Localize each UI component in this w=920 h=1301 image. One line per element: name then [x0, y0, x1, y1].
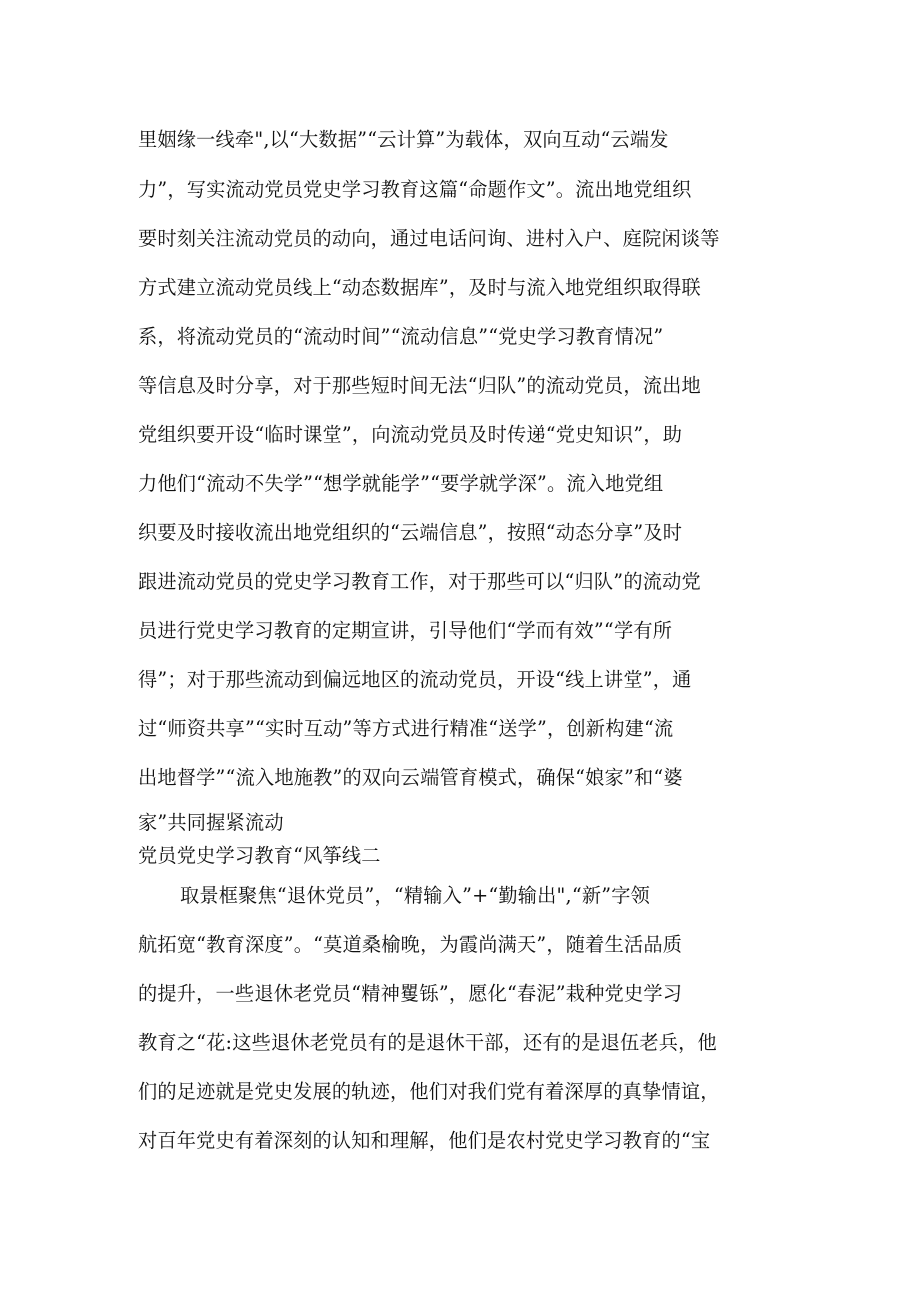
text-line: 里姻缘一线牵",以“大数据”“云计算”为载体，双向互动“云端发 [138, 128, 669, 151]
text-line: 对百年党史有着深刻的认知和理解，他们是农村党史学习教育的“宝 [138, 1129, 711, 1152]
text-line: 力”，写实流动党员党史学习教育这篇“命题作文”。流出地党组织 [138, 178, 692, 201]
text-line: 跟进流动党员的党史学习教育工作，对于那些可以“归队”的流动党 [138, 570, 701, 593]
section-heading: 党员党史学习教育“风筝线二 [138, 844, 381, 867]
text-line: 员进行党史学习教育的定期宣讲，引导他们“学而有效”“学有所 [138, 619, 673, 642]
text-line: 教育之“花:这些退休老党员有的是退休干部，还有的是退伍老兵，他 [138, 1031, 717, 1054]
text-line: 党组织要开设“临时课堂”，向流动党员及时传递“党史知识”，助 [138, 423, 683, 446]
text-line: 的提升，一些退休老党员“精神矍铄”，愿化“春泥”栽种党史学习 [138, 982, 683, 1005]
paragraph-first-line: 取景框聚焦“退休党员”，“精输入”+“勤输出",“新”字领 [180, 884, 651, 907]
text-line: 方式建立流动党员线上“动态数据库”，及时与流入地党组织取得联 [138, 276, 701, 299]
text-line: 们的足迹就是党史发展的轨迹，他们对我们党有着深厚的真挚情谊， [138, 1080, 720, 1103]
text-line: 家”共同握紧流动 [138, 811, 284, 834]
text-line: 得”；对于那些流动到偏远地区的流动党员，开设“线上讲堂”，通 [138, 668, 692, 691]
text-line: 力他们“流动不失学”“想学就能学”“要学就学深”。流入地党组 [138, 472, 664, 495]
text-line: 等信息及时分享，对于那些短时间无法“归队”的流动党员，流出地 [138, 374, 701, 397]
text-line: 要时刻关注流动党员的动向，通过电话问询、进村入户、庭院闲谈等 [138, 227, 720, 250]
text-line: 出地督学”“流入地施教”的双向云端管育模式，确保“娘家”和“婆 [138, 766, 683, 789]
text-line: 航拓宽“教育深度”。“莫道桑榆晚，为霞尚满天”，随着生活品质 [138, 933, 683, 956]
text-line: 系，将流动党员的“流动时间”“流动信息”“党史学习教育情况” [138, 325, 664, 348]
text-line: 过“师资共享”“实时互动”等方式进行精准“送学”，创新构建“流 [138, 717, 674, 740]
text-line: 织要及时接收流出地党组织的“云端信息”，按照“动态分享”及时 [138, 521, 683, 544]
